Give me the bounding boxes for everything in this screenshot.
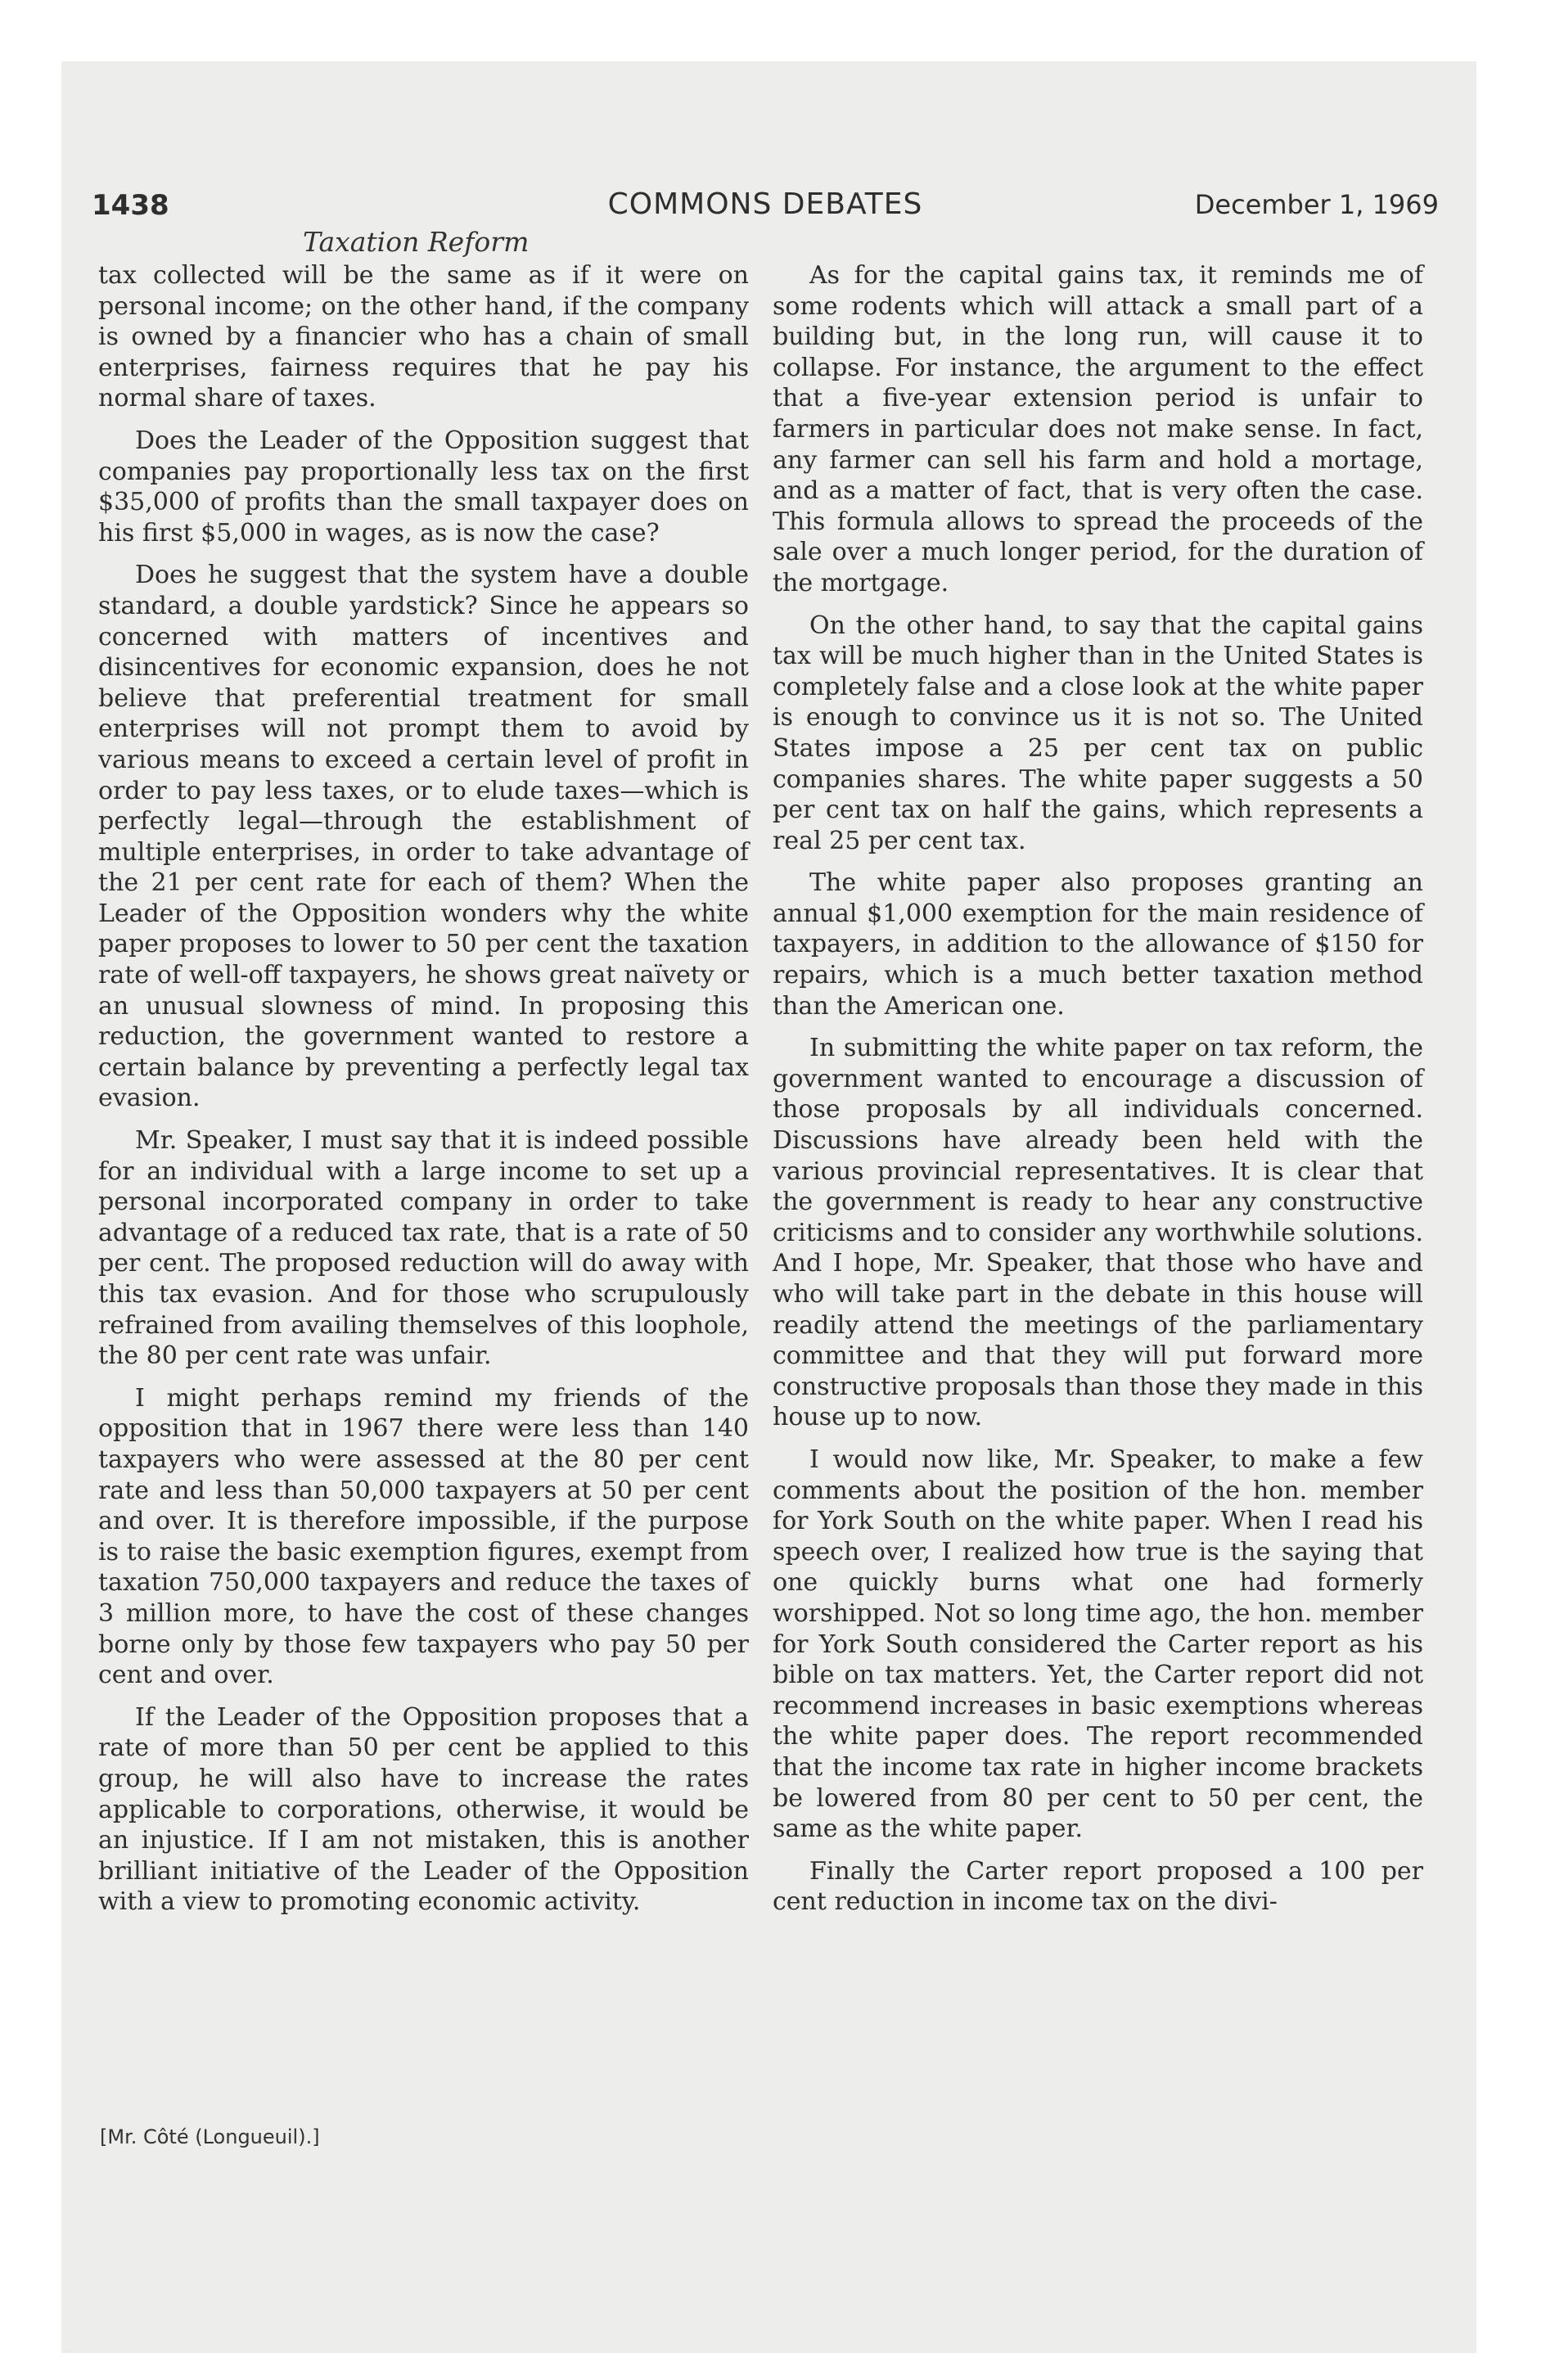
left-column: [98, 260, 749, 1929]
paragraph: Finally the Carter report proposed a 100 per cent reduction in income tax on the divi-: [773, 1856, 1423, 1917]
section-heading: Taxation Reform: [303, 226, 530, 258]
paragraph: Mr. Speaker, I must say that it is indeed possible for an individual with a large income to set up a personal incorporated company in order to take advantage of a reduced tax rate, that is a rate of 50 per cent. The proposed reduction will do away with this tax evasion. And for those who scrupulously refrained from availing themselves of this loophole, the 80 per cent rate was unfair.: [98, 1126, 749, 1371]
issue-date: December 1, 1969: [1194, 189, 1439, 220]
paragraph: The white paper also proposes granting an annual $1,000 exemption for the main residence of taxpayers, in addition to the allowance of $150 for repairs, which is a much better taxation method than the American one.: [773, 868, 1423, 1021]
paragraph: tax collected will be the same as if it were on personal income; on the other hand, if the company is owned by a financier who has a chain of small enterprises, fairness requires that he pay his normal share of taxes.: [98, 261, 749, 413]
paragraph: Does he suggest that the system have a double standard, a double yardstick? Since he appears so concerned with matters of incentives and disincentives for economic expansion, does he not believe that preferential treatment for small enterprises will not prompt them to avoid by various means to exceed a certain level of profit in order to pay less taxes, or to elude taxes—which is perfectly legal—through the establishment of multiple enterprises, in order to take advantage of the 21 per cent rate for each of them? When the Leader of the Opposition wonders why the white paper proposes to lower to 50 per cent the taxation rate of well-off taxpayers, he shows great naïvety or an unusual slowness of mind. In proposing this reduction, the government wanted to restore a certain balance by preventing a perfectly legal tax evasion.: [98, 561, 749, 1113]
paragraph: Does the Leader of the Opposition suggest that companies pay proportionally less tax on the first $35,000 of profits than the small taxpayer does on his first $5,000 in wages, as is now the case?: [98, 426, 749, 548]
journal-title: COMMONS DEBATES: [607, 187, 923, 221]
paragraph: I might perhaps remind my friends of the opposition that in 1967 there were less than 140 taxpayers who were assessed at the 80 per cent rate and less than 50,000 taxpayers at 50 per cent and over. It is therefore impossible, if the purpose is to raise the basic exemption figures, exempt from taxation 750,000 taxpayers and reduce the taxes of 3 million more, to have the cost of these changes borne only by those few taxpayers who pay 50 per cent and over.: [98, 1383, 749, 1690]
page-number: 1438: [92, 189, 169, 222]
paragraph: I would now like, Mr. Speaker, to make a few comments about the position of the hon. member for York South on the white paper. When I read his speech over, I realized how true is the saying that one quickly burns what one had formerly worshipped. Not so long time ago, the hon. member for York South considered the Carter report as his bible on tax matters. Yet, the Carter report did not recommend increases in basic exemptions whereas the white paper does. The report recommended that the income tax rate in higher income brackets be lowered from 80 per cent to 50 per cent, the same as the white paper.: [773, 1445, 1423, 1844]
paragraph: On the other hand, to say that the capital gains tax will be much higher than in the United States is completely false and a close look at the white paper is enough to convince us it is not so. The United States impose a 25 per cent tax on public companies shares. The white paper suggests a 50 per cent tax on half the gains, which represents a real 25 per cent tax.: [773, 611, 1423, 855]
page-header: [92, 184, 1439, 227]
paragraph: If the Leader of the Opposition proposes that a rate of more than 50 per cent be applied to this group, he will also have to increase the rates applicable to corporations, otherwise, it would be an injustice. If I am not mistaken, this is another brilliant initiative of the Leader of the Opposition with a view to promoting economic activity.: [98, 1702, 749, 1917]
paragraph: In submitting the white paper on tax reform, the government wanted to encourage a discussion of those proposals by all individuals concerned. Discussions have already been held with the various provincial representatives. It is clear that the government is ready to hear any constructive criticisms and to consider any worthwhile solutions. And I hope, Mr. Speaker, that those who have and who will take part in the debate in this house will readily attend the meetings of the parliamentary committee and that they will put forward more constructive proposals than those they made in this house up to now.: [773, 1034, 1423, 1432]
paragraph: As for the capital gains tax, it reminds me of some rodents which will attack a small part of a building but, in the long run, will cause it to collapse. For instance, the argument to the effect that a five-year extension period is unfair to farmers in particular does not make sense. In fact, any farmer can sell his farm and hold a mortage, and as a matter of fact, that is very often the case. This formula allows to spread the proceeds of the sale over a much longer period, for the duration of the mortgage.: [773, 261, 1423, 597]
speaker-attribution: [Mr. Côté (Longueuil).]: [100, 2125, 320, 2148]
right-column: [773, 260, 1423, 1929]
